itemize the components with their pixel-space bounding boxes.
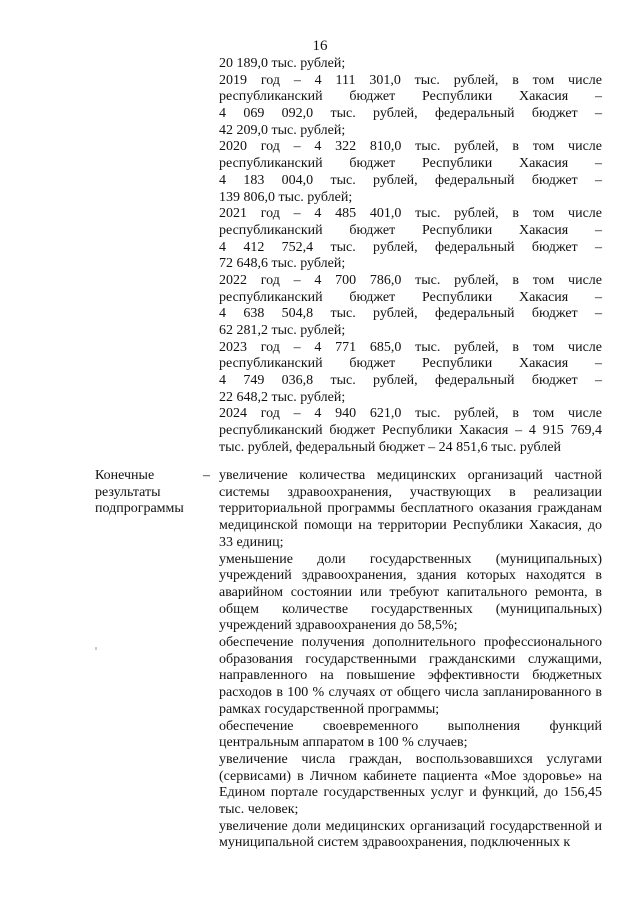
result-item: увеличение количества медицинских организаций частной системы здравоохранения, участвующих в реализации территориальной программы бесплатного оказания гражданам медицинской помощи на территории Республики Хакасия, до 33 единиц; <box>219 468 602 550</box>
funding-line: республиканский бюджет Республики Хакасия – <box>219 222 602 238</box>
funding-line: 4 069 092,0 тыс. рублей, федеральный бюджет – <box>219 106 602 122</box>
funding-line: 72 648,6 тыс. рублей; <box>219 256 346 272</box>
funding-line: республиканский бюджет Республики Хакасия – 4 915 769,4 <box>219 423 602 439</box>
result-item: увеличение числа граждан, воспользовавшихся услугами (сервисами) в Личном кабинете пациента «Мое здоровье» на Едином портале государственных услуг и функций, до 156,45 тыс. человек; <box>219 751 602 818</box>
funding-line: 2021 год – 4 485 401,0 тыс. рублей, в том числе <box>219 206 602 222</box>
result-item: обеспечение своевременного выполнения функций центральным аппаратом в 100 % случаев; <box>219 718 602 751</box>
funding-line: 42 209,0 тыс. рублей; <box>219 122 346 138</box>
funding-line: республиканский бюджет Республики Хакасия – <box>219 289 602 305</box>
funding-line: 2023 год – 4 771 685,0 тыс. рублей, в том числе <box>219 339 602 355</box>
funding-line: 2019 год – 4 111 301,0 тыс. рублей, в том числе <box>219 72 602 88</box>
funding-line: 62 281,2 тыс. рублей; <box>219 323 346 338</box>
results-dash: – <box>203 468 210 483</box>
scan-speck <box>95 647 97 650</box>
funding-line: 2020 год – 4 322 810,0 тыс. рублей, в том числе <box>219 139 602 155</box>
result-item: увеличение доли медицинских организаций государственной и муниципальной систем здравоохранения, подключенных к <box>219 818 602 851</box>
funding-line: 22 648,2 тыс. рублей; <box>219 389 346 405</box>
funding-line: тыс. рублей, федеральный бюджет – 24 851,6 тыс. рублей <box>219 439 562 455</box>
funding-line: республиканский бюджет Республики Хакасия – <box>219 89 602 105</box>
funding-line: 20 189,0 тыс. рублей; <box>219 56 346 71</box>
funding-line: 4 638 504,8 тыс. рублей, федеральный бюджет – <box>219 306 602 322</box>
funding-line: 139 806,0 тыс. рублей; <box>219 189 353 205</box>
page-number: 16 <box>312 38 328 54</box>
funding-line: 4 183 004,0 тыс. рублей, федеральный бюджет – <box>219 172 602 188</box>
funding-line: 2024 год – 4 940 621,0 тыс. рублей, в том числе <box>219 406 602 422</box>
funding-line: 4 412 752,4 тыс. рублей, федеральный бюджет – <box>219 239 602 255</box>
results-list <box>219 468 602 852</box>
funding-line: 4 749 036,8 тыс. рублей, федеральный бюджет – <box>219 373 602 389</box>
funding-line: 2022 год – 4 700 786,0 тыс. рублей, в том числе <box>219 272 602 288</box>
results-label: Конечные результаты подпрограммы <box>95 468 184 517</box>
result-item: уменьшение доли государственных (муниципальных) учреждений здравоохранения, здания которых находятся в аварийном состоянии или требуют капитального ремонта, в общем количестве государственных (муниципальных) учреждений здравоохранения до 58,5%; <box>219 551 602 634</box>
funding-line: республиканский бюджет Республики Хакасия – <box>219 156 602 172</box>
funding-line: республиканский бюджет Республики Хакасия – <box>219 356 602 372</box>
funding-volume-text <box>219 56 602 457</box>
result-item: обеспечение получения дополнительного профессионального образования государственными гражданскими служащими, направленного на повышение эффективности бюджетных расходов в 100 % случаях от общего числа запланированного в рамках государственной программы; <box>219 635 602 717</box>
